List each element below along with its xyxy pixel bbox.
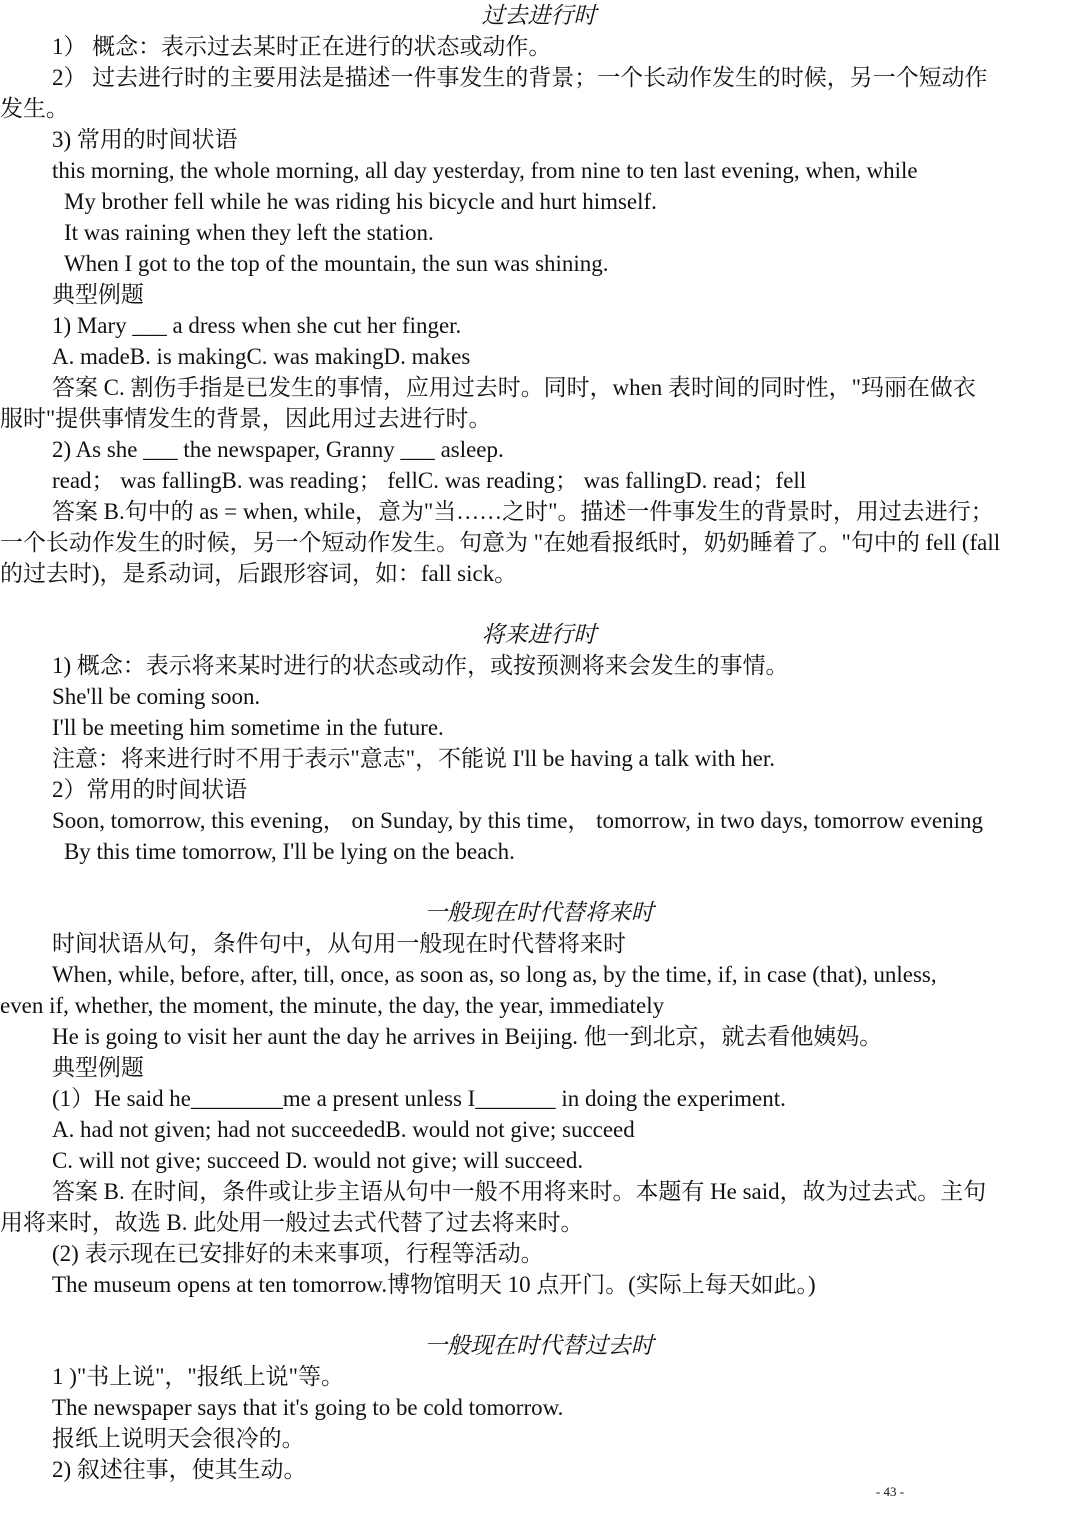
section-heading-future-progressive: 将来进行时	[481, 622, 597, 647]
question-line: (1）He said he________me a present unless I_______ in doing the experiment.	[52, 1086, 786, 1111]
text-line: 2） 过去进行时的主要用法是描述一件事发生的背景；一个长动作发生的时候，另一个短动作	[52, 65, 988, 90]
text-line: 时间状语从句，条件句中，从句用一般现在时代替将来时	[52, 931, 626, 956]
text-line: 3) 常用的时间状语	[52, 127, 238, 152]
section-heading-past-progressive: 过去进行时	[481, 3, 597, 28]
example-sentence: It was raining when they left the station.	[64, 220, 434, 245]
example-sentence: 报纸上说明天会很冷的。	[52, 1426, 305, 1451]
section-heading-present-for-future: 一般现在时代替将来时	[424, 900, 654, 925]
section-heading-present-for-past: 一般现在时代替过去时	[424, 1333, 654, 1358]
text-line: 2) 叙述往事，使其生动。	[52, 1457, 307, 1482]
question-line: 1) Mary ___ a dress when she cut her finger.	[52, 313, 462, 338]
text-line: 1） 概念：表示过去某时正在进行的状态或动作。	[52, 34, 552, 59]
text-line: (2) 表示现在已安排好的未来事项，行程等活动。	[52, 1241, 544, 1266]
text-line: even if, whether, the moment, the minute, the day, the year, immediately	[0, 993, 665, 1018]
example-sentence: The museum opens at ten tomorrow.博物馆明天 10 点开门。(实际上每天如此。)	[52, 1272, 816, 1297]
answer-options: C. will not give; succeed D. would not give; will succeed.	[52, 1148, 584, 1173]
answer-explanation: 答案 B.句中的 as = when, while，意为"当……之时"。描述一件事发生的背景时，用过去进行；	[52, 499, 994, 524]
answer-explanation: 的过去时)，是系动词，后跟形容词，如：fall sick。	[0, 561, 518, 586]
answer-explanation: 一个长动作发生的时候，另一个短动作发生。句意为 "在她看报纸时，奶奶睡着了。"句中的 fell (fall	[0, 530, 1001, 555]
answer-explanation: 答案 C. 割伤手指是已发生的事情，应用过去时。同时，when 表时间的同时性，"玛丽在做衣	[52, 375, 976, 400]
answer-explanation: 服时"提供事情发生的背景，因此用过去进行时。	[0, 406, 492, 431]
text-line: this morning, the whole morning, all day yesterday, from nine to ten last evening, when, while	[52, 158, 918, 183]
example-sentence: I'll be meeting him sometime in the future.	[52, 715, 444, 740]
answer-explanation: 答案 B. 在时间，条件或让步主语从句中一般不用将来时。本题有 He said，故为过去式。主句	[52, 1179, 987, 1204]
question-line: 2) As she ___ the newspaper, Granny ___ asleep.	[52, 437, 504, 462]
note-line: 注意：将来进行时不用于表示"意志"，不能说 I'll be having a talk with her.	[52, 746, 775, 771]
text-line: 1 )"书上说"，"报纸上说"等。	[52, 1364, 344, 1389]
example-sentence: My brother fell while he was riding his bicycle and hurt himself.	[64, 189, 657, 214]
example-sentence: By this time tomorrow, I'll be lying on the beach.	[64, 839, 515, 864]
answer-options: A. madeB. is makingC. was makingD. makes	[52, 344, 471, 369]
subheading-typical-examples: 典型例题	[52, 1055, 144, 1080]
text-line: When, while, before, after, till, once, as soon as, so long as, by the time, if, in case (that), unless,	[52, 962, 937, 987]
example-sentence: When I got to the top of the mountain, the sun was shining.	[64, 251, 609, 276]
answer-explanation: 用将来时，故选 B. 此处用一般过去式代替了过去将来时。	[0, 1210, 584, 1235]
answer-options: A. had not given; had not succeededB. would not give; succeed	[52, 1117, 635, 1142]
text-line: Soon, tomorrow, this evening， on Sunday, by this time， tomorrow, in two days, tomorrow evening	[52, 808, 983, 833]
text-line: 1) 概念：表示将来某时进行的状态或动作，或按预测将来会发生的事情。	[52, 653, 789, 678]
text-line: 发生。	[0, 96, 69, 121]
subheading-typical-examples: 典型例题	[52, 282, 144, 307]
example-sentence: She'll be coming soon.	[52, 684, 261, 709]
example-sentence: He is going to visit her aunt the day he arrives in Beijing. 他一到北京，就去看他姨妈。	[52, 1024, 883, 1049]
page-number: - 43 -	[875, 1484, 905, 1499]
text-line: 2）常用的时间状语	[52, 777, 248, 802]
answer-options: read； was fallingB. was reading； fellC. was reading； was fallingD. read；fell	[52, 468, 807, 493]
example-sentence: The newspaper says that it's going to be cold tomorrow.	[52, 1395, 564, 1420]
